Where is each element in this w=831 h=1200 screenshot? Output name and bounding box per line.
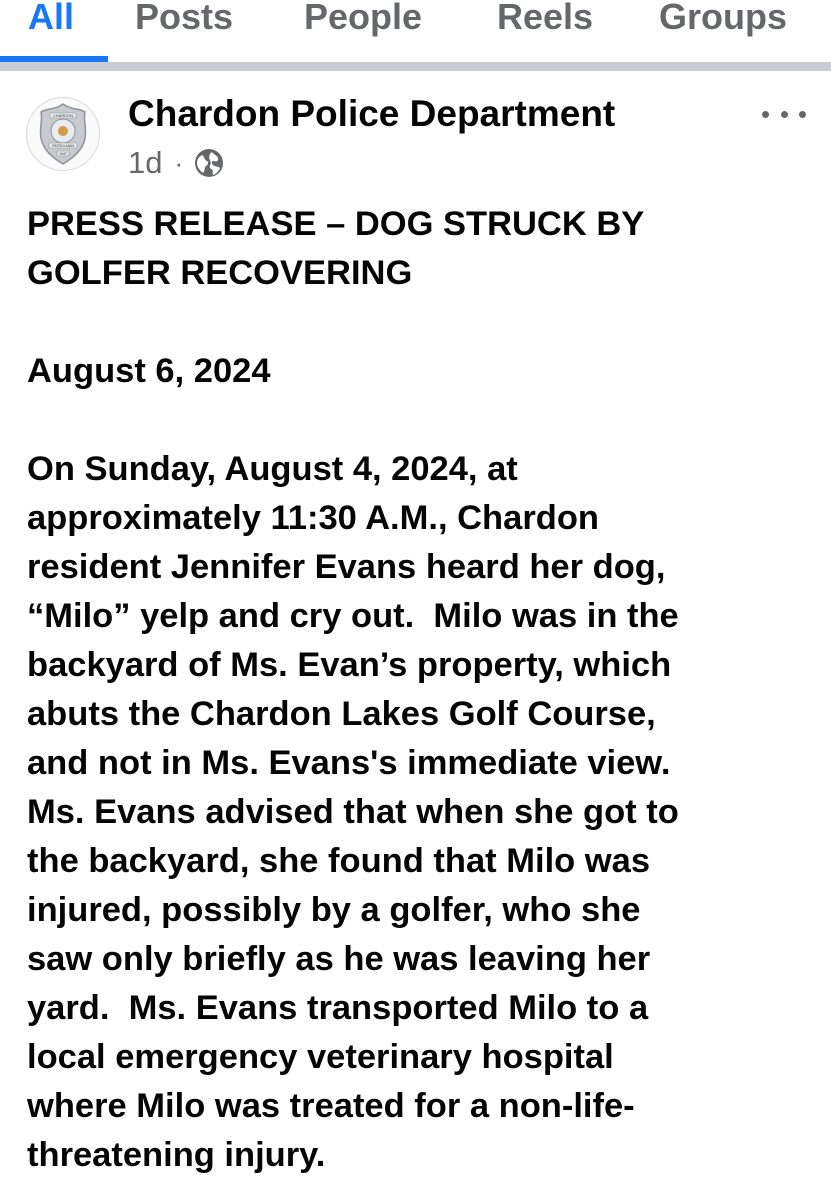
post-body-line: saw only briefly as he was leaving her	[27, 940, 651, 978]
tabs-divider	[0, 62, 831, 71]
police-badge-icon	[27, 98, 99, 170]
post-body-line: where Milo was treated for a non-life-	[27, 1087, 635, 1125]
post-date: August 6, 2024	[27, 352, 271, 390]
post-headline-line: GOLFER RECOVERING	[27, 254, 413, 292]
tab-groups[interactable]: Groups	[659, 0, 788, 37]
post-body-line: “Milo” yelp and cry out. Milo was in the	[27, 597, 679, 635]
post-body-line: Ms. Evans advised that when she got to	[27, 793, 679, 831]
post-author-name[interactable]: Chardon Police Department	[128, 93, 616, 134]
post-body-line: resident Jennifer Evans heard her dog,	[27, 548, 666, 586]
tab-posts[interactable]: Posts	[135, 0, 234, 37]
post-body-line: and not in Ms. Evans's immediate view.	[27, 744, 671, 782]
post-body-line: backyard of Ms. Evan’s property, which	[27, 646, 672, 684]
post-text	[27, 200, 817, 1180]
tab-people[interactable]: People	[304, 0, 423, 37]
meta-separator: ·	[174, 147, 184, 178]
search-tabs	[0, 0, 831, 62]
post-body-line: approximately 11:30 A.M., Chardon	[27, 499, 599, 537]
post-body-line: On Sunday, August 4, 2024, at	[27, 450, 518, 488]
paragraph-spacer	[27, 298, 817, 347]
more-dot	[781, 111, 788, 118]
post-body-line: injured, possibly by a golfer, who she	[27, 891, 641, 929]
post-headline-line: PRESS RELEASE – DOG STRUCK BY	[27, 205, 645, 243]
post-body-line: abuts the Chardon Lakes Golf Course,	[27, 695, 656, 733]
post-time[interactable]: 1d	[128, 145, 163, 180]
post-header	[0, 71, 831, 191]
tab-all[interactable]: All	[28, 0, 75, 37]
post-body-line: local emergency veterinary hospital	[27, 1038, 614, 1076]
avatar[interactable]	[26, 97, 100, 171]
post-body-line: yard. Ms. Evans transported Milo to a	[27, 989, 649, 1027]
paragraph-spacer	[27, 396, 817, 445]
more-dot	[762, 111, 769, 118]
globe-icon	[193, 147, 225, 179]
badge-top-text: CHARDON	[52, 113, 74, 118]
badge-mid-text: PATROLMAN	[52, 144, 74, 148]
tab-reels[interactable]: Reels	[497, 0, 594, 37]
more-dot	[799, 111, 806, 118]
post-meta	[128, 143, 225, 183]
badge-year: 1947	[59, 152, 67, 156]
post-body-line: threatening injury.	[27, 1136, 326, 1174]
more-options-icon[interactable]	[762, 99, 806, 129]
post-body-line: the backyard, she found that Milo was	[27, 842, 651, 880]
